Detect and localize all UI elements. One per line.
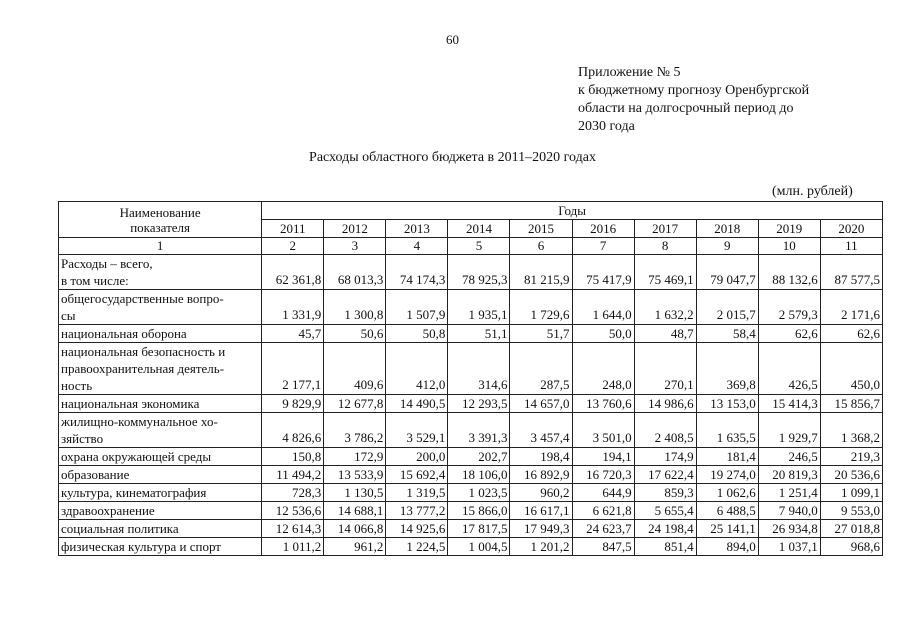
row-label <box>59 325 262 343</box>
value-cell: 88 132,6 <box>758 255 820 290</box>
year-header: 2013 <box>386 220 448 238</box>
table-row <box>59 538 883 556</box>
row-label <box>59 448 262 466</box>
value-cell: 13 777,2 <box>386 502 448 520</box>
value-cell: 19 274,0 <box>696 466 758 484</box>
value-cell: 426,5 <box>758 343 820 395</box>
row-label-line: сы <box>61 308 76 323</box>
value-cell: 1 062,6 <box>696 484 758 502</box>
value-cell: 847,5 <box>572 538 634 556</box>
value-cell: 15 856,7 <box>820 395 882 413</box>
value-cell: 174,9 <box>634 448 696 466</box>
value-cell: 12 536,6 <box>262 502 324 520</box>
value-cell: 48,7 <box>634 325 696 343</box>
value-cell: 62 361,8 <box>262 255 324 290</box>
value-cell: 7 940,0 <box>758 502 820 520</box>
value-cell: 20 819,3 <box>758 466 820 484</box>
value-cell: 24 198,4 <box>634 520 696 538</box>
value-cell: 728,3 <box>262 484 324 502</box>
column-number: 2 <box>262 238 324 255</box>
column-number: 4 <box>386 238 448 255</box>
table-row <box>59 448 883 466</box>
value-cell: 14 066,8 <box>324 520 386 538</box>
row-label-line: жилищно-коммунальное хо- <box>61 414 218 429</box>
value-cell: 50,6 <box>324 325 386 343</box>
row-label-line: национальная безопасность и <box>61 344 226 359</box>
row-label <box>59 484 262 502</box>
value-cell: 20 536,6 <box>820 466 882 484</box>
value-cell: 1 037,1 <box>758 538 820 556</box>
year-header: 2012 <box>324 220 386 238</box>
value-cell: 3 391,3 <box>448 413 510 448</box>
value-cell: 1 099,1 <box>820 484 882 502</box>
row-label <box>59 502 262 520</box>
table-row <box>59 484 883 502</box>
value-cell: 409,6 <box>324 343 386 395</box>
value-cell: 50,0 <box>572 325 634 343</box>
value-cell: 13 153,0 <box>696 395 758 413</box>
year-header: 2018 <box>696 220 758 238</box>
column-number: 11 <box>820 238 882 255</box>
value-cell: 14 657,0 <box>510 395 572 413</box>
value-cell: 270,1 <box>634 343 696 395</box>
value-cell: 16 720,3 <box>572 466 634 484</box>
year-header: 2019 <box>758 220 820 238</box>
value-cell: 219,3 <box>820 448 882 466</box>
value-cell: 150,8 <box>262 448 324 466</box>
value-cell: 51,7 <box>510 325 572 343</box>
value-cell: 1 011,2 <box>262 538 324 556</box>
value-cell: 1 251,4 <box>758 484 820 502</box>
value-cell: 1 319,5 <box>386 484 448 502</box>
value-cell: 248,0 <box>572 343 634 395</box>
appendix-line: 2030 года <box>578 119 635 134</box>
value-cell: 1 632,2 <box>634 290 696 325</box>
value-cell: 412,0 <box>386 343 448 395</box>
row-label <box>59 290 262 325</box>
row-label <box>59 343 262 395</box>
row-label <box>59 255 262 290</box>
value-cell: 2 579,3 <box>758 290 820 325</box>
value-cell: 960,2 <box>510 484 572 502</box>
value-cell: 74 174,3 <box>386 255 448 290</box>
row-label <box>59 395 262 413</box>
row-label-line: физическая культура и спорт <box>61 539 221 554</box>
value-cell: 62,6 <box>820 325 882 343</box>
row-label <box>59 466 262 484</box>
value-cell: 87 577,5 <box>820 255 882 290</box>
value-cell: 2 177,1 <box>262 343 324 395</box>
row-label-line: ность <box>61 378 93 393</box>
value-cell: 3 501,0 <box>572 413 634 448</box>
value-cell: 6 621,8 <box>572 502 634 520</box>
value-cell: 1 635,5 <box>696 413 758 448</box>
value-cell: 15 692,4 <box>386 466 448 484</box>
year-header: 2011 <box>262 220 324 238</box>
value-cell: 644,9 <box>572 484 634 502</box>
row-label <box>59 413 262 448</box>
row-label-line: охрана окружающей среды <box>61 449 212 464</box>
table-title: Расходы областного бюджета в 2011–2020 годах <box>309 150 596 165</box>
row-label-line: зяйство <box>61 431 104 446</box>
name-column-header <box>59 202 262 238</box>
value-cell: 1 331,9 <box>262 290 324 325</box>
value-cell: 1 644,0 <box>572 290 634 325</box>
value-cell: 13 760,6 <box>572 395 634 413</box>
value-cell: 51,1 <box>448 325 510 343</box>
value-cell: 1 507,9 <box>386 290 448 325</box>
value-cell: 9 553,0 <box>820 502 882 520</box>
value-cell: 16 617,1 <box>510 502 572 520</box>
value-cell: 16 892,9 <box>510 466 572 484</box>
row-label-line: национальная экономика <box>61 396 200 411</box>
value-cell: 17 949,3 <box>510 520 572 538</box>
value-cell: 894,0 <box>696 538 758 556</box>
value-cell: 194,1 <box>572 448 634 466</box>
value-cell: 4 826,6 <box>262 413 324 448</box>
value-cell: 3 457,4 <box>510 413 572 448</box>
value-cell: 75 469,1 <box>634 255 696 290</box>
value-cell: 3 529,1 <box>386 413 448 448</box>
value-cell: 1 201,2 <box>510 538 572 556</box>
value-cell: 25 141,1 <box>696 520 758 538</box>
value-cell: 1 004,5 <box>448 538 510 556</box>
value-cell: 27 018,8 <box>820 520 882 538</box>
year-header: 2015 <box>510 220 572 238</box>
value-cell: 50,8 <box>386 325 448 343</box>
value-cell: 1 224,5 <box>386 538 448 556</box>
value-cell: 172,9 <box>324 448 386 466</box>
column-number: 8 <box>634 238 696 255</box>
value-cell: 1 023,5 <box>448 484 510 502</box>
value-cell: 3 786,2 <box>324 413 386 448</box>
table-row <box>59 255 883 290</box>
column-number: 7 <box>572 238 634 255</box>
value-cell: 14 986,6 <box>634 395 696 413</box>
value-cell: 5 655,4 <box>634 502 696 520</box>
value-cell: 15 414,3 <box>758 395 820 413</box>
year-header: 2020 <box>820 220 882 238</box>
appendix-line: Приложение № 5 <box>578 65 681 80</box>
value-cell: 1 935,1 <box>448 290 510 325</box>
value-cell: 14 490,5 <box>386 395 448 413</box>
value-cell: 450,0 <box>820 343 882 395</box>
column-number: 5 <box>448 238 510 255</box>
row-label-line: социальная политика <box>61 521 179 536</box>
value-cell: 6 488,5 <box>696 502 758 520</box>
value-cell: 246,5 <box>758 448 820 466</box>
value-cell: 62,6 <box>758 325 820 343</box>
years-group-header: Годы <box>262 202 883 220</box>
row-label-line: в том числе: <box>61 273 129 288</box>
value-cell: 45,7 <box>262 325 324 343</box>
year-header: 2017 <box>634 220 696 238</box>
value-cell: 859,3 <box>634 484 696 502</box>
table-row <box>59 466 883 484</box>
value-cell: 1 929,7 <box>758 413 820 448</box>
value-cell: 851,4 <box>634 538 696 556</box>
table-row <box>59 413 883 448</box>
row-label <box>59 538 262 556</box>
table-row <box>59 395 883 413</box>
value-cell: 79 047,7 <box>696 255 758 290</box>
table-row <box>59 290 883 325</box>
value-cell: 1 729,6 <box>510 290 572 325</box>
value-cell: 12 293,5 <box>448 395 510 413</box>
value-cell: 1 368,2 <box>820 413 882 448</box>
appendix-line: области на долгосрочный период до <box>578 101 794 116</box>
table-row <box>59 325 883 343</box>
value-cell: 12 677,8 <box>324 395 386 413</box>
row-label-line: общегосударственные вопро- <box>61 291 224 306</box>
value-cell: 78 925,3 <box>448 255 510 290</box>
value-cell: 26 934,8 <box>758 520 820 538</box>
column-number: 10 <box>758 238 820 255</box>
value-cell: 13 533,9 <box>324 466 386 484</box>
value-cell: 2 015,7 <box>696 290 758 325</box>
table-row <box>59 502 883 520</box>
table-row <box>59 343 883 395</box>
row-label <box>59 520 262 538</box>
year-header: 2014 <box>448 220 510 238</box>
value-cell: 2 408,5 <box>634 413 696 448</box>
value-cell: 75 417,9 <box>572 255 634 290</box>
column-number-row <box>59 238 883 255</box>
value-cell: 15 866,0 <box>448 502 510 520</box>
value-cell: 2 171,6 <box>820 290 882 325</box>
value-cell: 314,6 <box>448 343 510 395</box>
column-number: 6 <box>510 238 572 255</box>
appendix-line: к бюджетному прогнозу Оренбургской <box>578 83 810 98</box>
value-cell: 17 817,5 <box>448 520 510 538</box>
value-cell: 9 829,9 <box>262 395 324 413</box>
value-cell: 961,2 <box>324 538 386 556</box>
name-header-line: показателя <box>130 219 191 235</box>
table-body <box>59 255 883 556</box>
value-cell: 369,8 <box>696 343 758 395</box>
value-cell: 24 623,7 <box>572 520 634 538</box>
column-number: 3 <box>324 238 386 255</box>
row-label-line: правоохранительная деятель- <box>61 361 225 376</box>
value-cell: 17 622,4 <box>634 466 696 484</box>
row-label-line: национальная оборона <box>61 326 187 341</box>
value-cell: 81 215,9 <box>510 255 572 290</box>
table-row <box>59 520 883 538</box>
value-cell: 58,4 <box>696 325 758 343</box>
name-header-line: Наименование <box>119 204 201 220</box>
value-cell: 181,4 <box>696 448 758 466</box>
column-number: 1 <box>59 238 262 255</box>
value-cell: 14 925,6 <box>386 520 448 538</box>
value-cell: 68 013,3 <box>324 255 386 290</box>
value-cell: 14 688,1 <box>324 502 386 520</box>
value-cell: 18 106,0 <box>448 466 510 484</box>
year-header: 2016 <box>572 220 634 238</box>
value-cell: 287,5 <box>510 343 572 395</box>
row-label-line: образование <box>61 467 130 482</box>
appendix-note <box>578 64 898 136</box>
row-label-line: культура, кинематография <box>61 485 207 500</box>
column-number: 9 <box>696 238 758 255</box>
value-cell: 202,7 <box>448 448 510 466</box>
value-cell: 198,4 <box>510 448 572 466</box>
value-cell: 11 494,2 <box>262 466 324 484</box>
value-cell: 1 300,8 <box>324 290 386 325</box>
value-cell: 12 614,3 <box>262 520 324 538</box>
unit-label: (млн. рублей) <box>772 184 853 199</box>
row-label-line: здравоохранение <box>61 503 155 518</box>
value-cell: 1 130,5 <box>324 484 386 502</box>
value-cell: 200,0 <box>386 448 448 466</box>
row-label-line: Расходы – всего, <box>61 256 153 271</box>
page-number: 60 <box>446 32 459 47</box>
budget-table <box>58 201 883 556</box>
value-cell: 968,6 <box>820 538 882 556</box>
